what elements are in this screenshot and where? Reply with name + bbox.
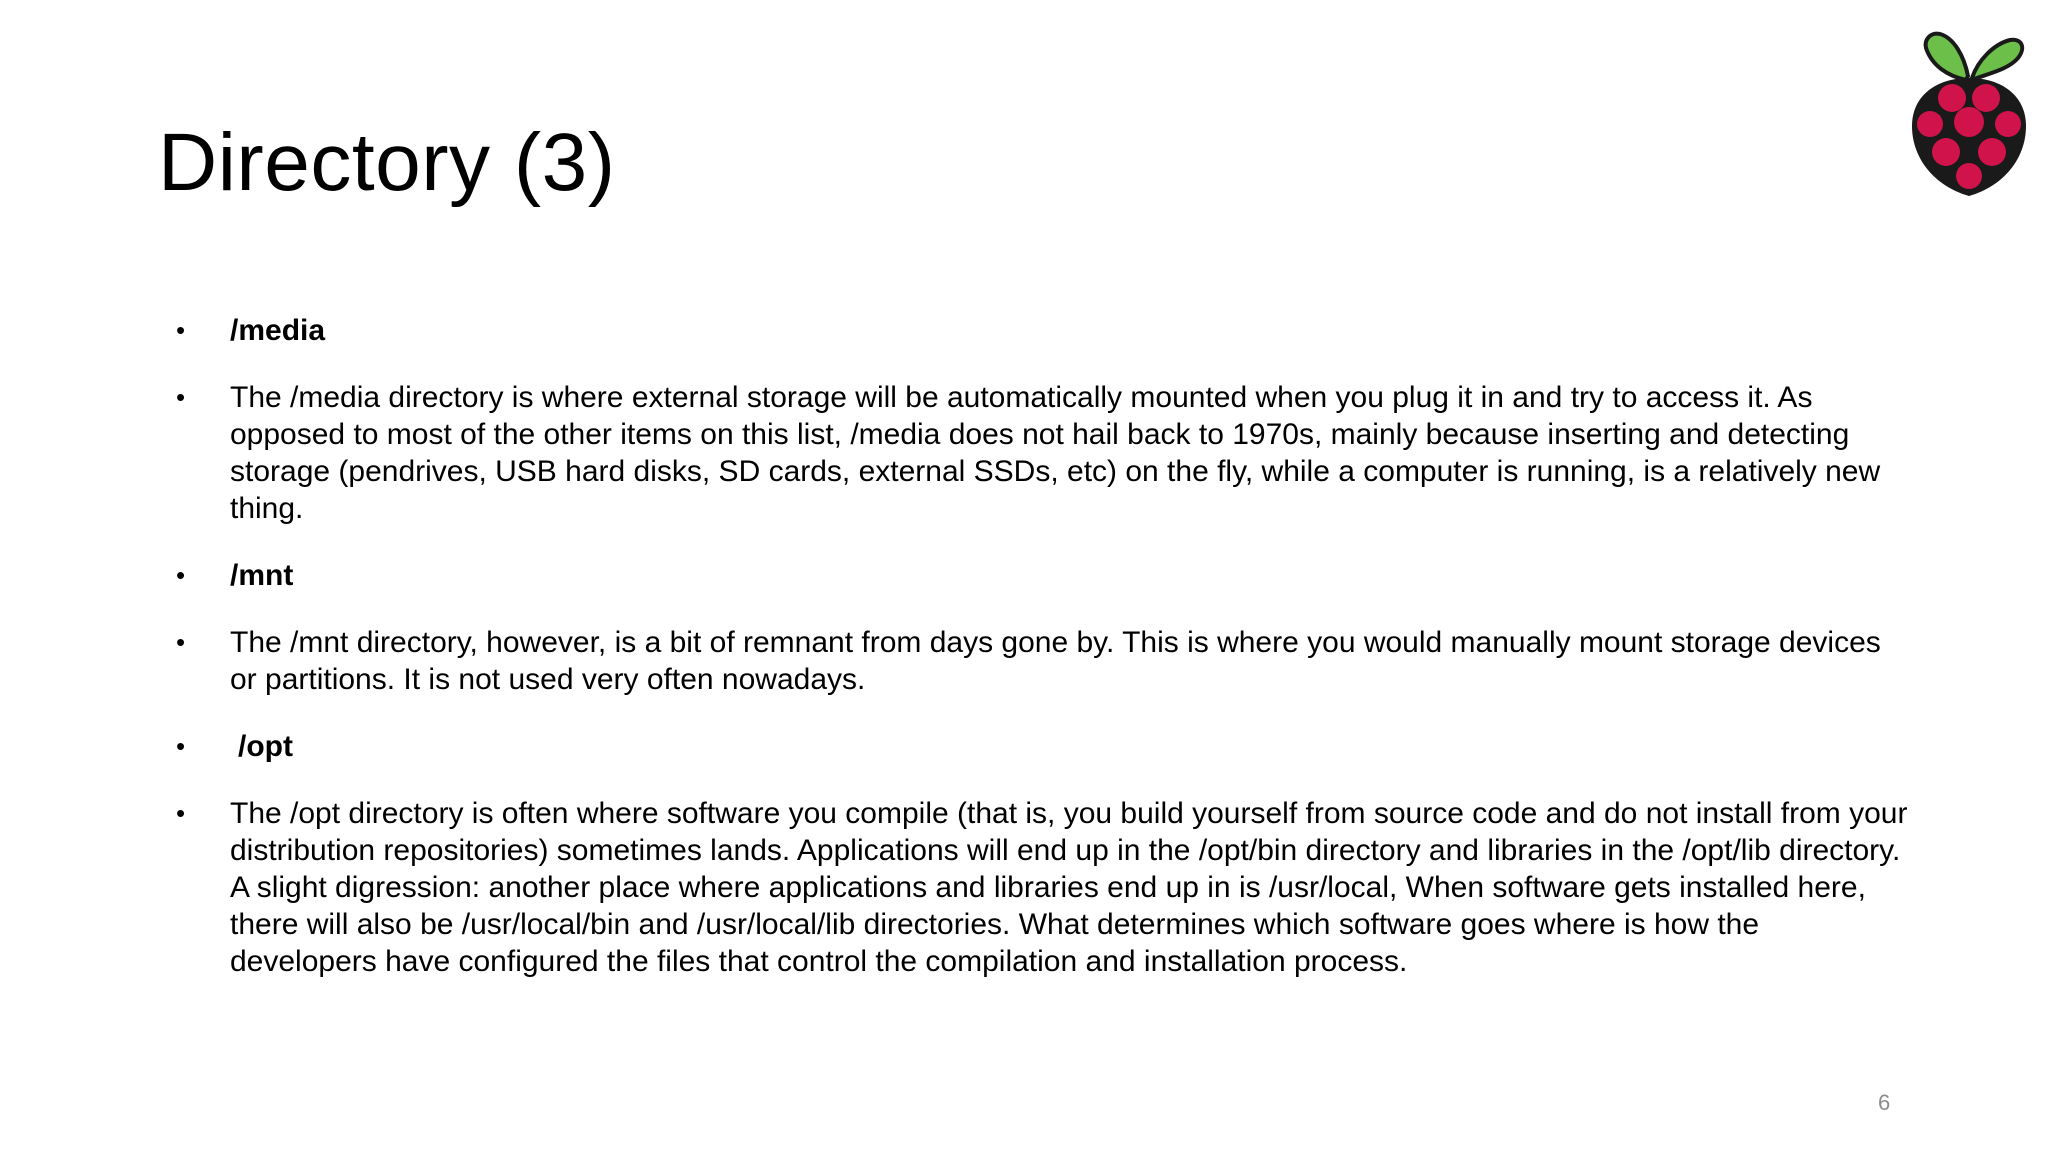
- bullet-list: [170, 312, 1910, 1010]
- raspberry-pi-logo-icon: [1896, 18, 2042, 208]
- bullet-text: The /mnt directory, however, is a bit of remnant from days gone by. This is where you would manually mount storage devices or partitions. It is not used very often nowadays.: [230, 626, 1881, 696]
- bullet-dot: •: [176, 315, 186, 345]
- bullet-dot: •: [176, 627, 186, 657]
- bullet-text: /media: [230, 314, 326, 347]
- list-item-opt-description: [170, 795, 1910, 980]
- list-item-media-heading: [170, 312, 1910, 349]
- left-leaf: [1926, 34, 1968, 80]
- bullet-dot: •: [176, 560, 186, 590]
- bullet-text: /mnt: [230, 559, 294, 592]
- bullet-text: The /media directory is where external storage will be automatically mounted when you plug it in and try to access it. As opposed to most of the other items on this list, /media does not hail back to 1970s, mainly because inserting and detecting storage (pendrives, USB hard disks, SD cards, external SSDs, etc) on the fly, while a computer is running, is a relatively new thing.: [230, 381, 1881, 525]
- right-leaf: [1972, 40, 2022, 80]
- bullet-dot: •: [176, 731, 186, 761]
- bullet-text: The /opt directory is often where software you compile (that is, you build yourself from source code and do not install from your distribution repositories) sometimes lands. Applications will end up in the /opt/bin directory and libraries in the /opt/lib directory. A slight digression: another place where applications and libraries end up in is /usr/local, When software gets installed here, there will also be /usr/local/bin and /usr/local/lib directories. What determines which software goes where is how the developers have configured the files that control the compilation and installation process.: [230, 797, 1908, 978]
- list-item-media-description: [170, 379, 1910, 527]
- bullet-dot: •: [176, 798, 186, 828]
- page-number: 6: [1878, 1090, 1891, 1115]
- list-item-opt-heading: [170, 728, 1910, 765]
- slide-title: Directory (3): [158, 117, 616, 208]
- list-item-mnt-heading: [170, 557, 1910, 594]
- list-item-mnt-description: [170, 624, 1910, 698]
- bullet-text: /opt: [238, 730, 293, 763]
- bullet-dot: •: [176, 382, 186, 412]
